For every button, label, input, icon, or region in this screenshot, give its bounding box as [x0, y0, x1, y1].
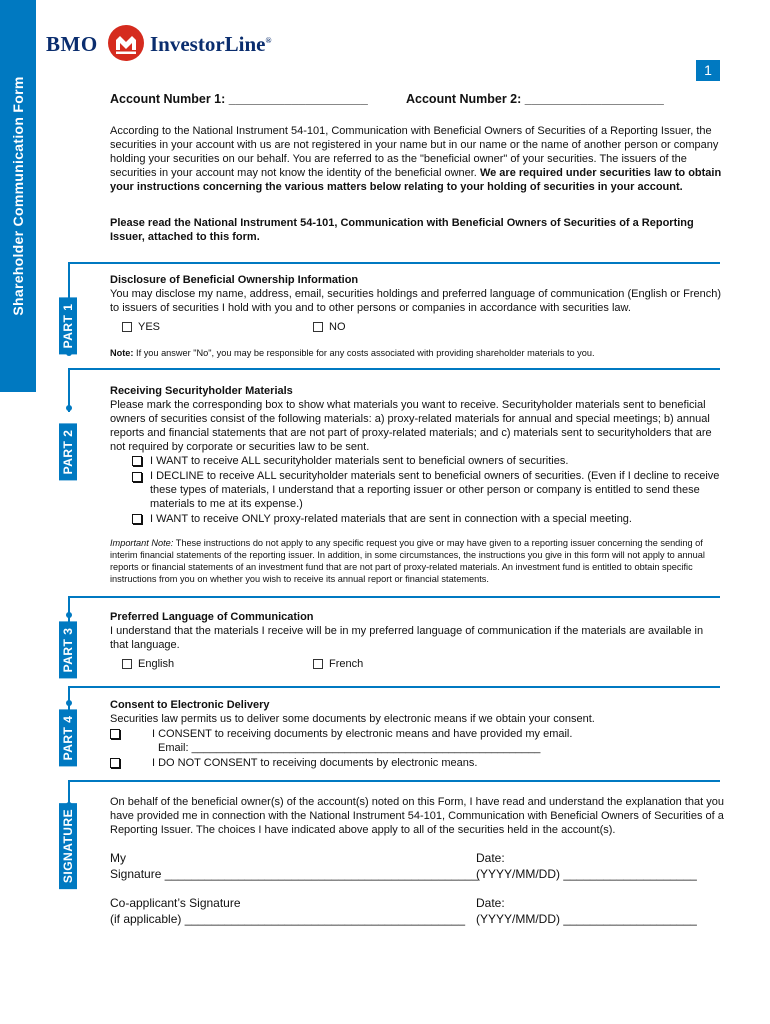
part4-text: Securities law permits us to deliver some documents by electronic means if we obtain your consent.	[110, 713, 595, 725]
part1-text: You may disclose my name, address, email, securities holdings and preferred language of communication (English or French) to issuers of securities I hold with you and to other persons or companies in accordance with securities law.	[110, 288, 722, 314]
part1-note	[110, 347, 722, 359]
logo-bmo-text: BMO	[46, 32, 98, 56]
part4-consent-option[interactable]	[110, 727, 572, 741]
part2-label	[61, 424, 75, 481]
part4-connector	[68, 686, 70, 712]
part2-tab: PART 2	[59, 424, 77, 481]
date2-label: Date:	[476, 896, 505, 910]
noconsent-checkbox[interactable]	[110, 758, 120, 768]
part3-label	[61, 622, 75, 679]
email-field[interactable]: Email: _________________________________________________________	[158, 742, 541, 754]
proxy-only-label: I WANT to receive ONLY proxy-related materials that are sent in connection with a special meeting.	[150, 513, 632, 525]
co-applicant-line[interactable]: (if applicable) __________________________________________	[110, 912, 466, 926]
part3-heading: Preferred Language of Communication	[110, 611, 314, 623]
signature-tab: SIGNATURE	[59, 803, 77, 889]
part4-dot-icon	[66, 700, 72, 706]
account-number-2[interactable]: Account Number 2: ____________________	[406, 92, 664, 106]
part2-divider	[68, 368, 720, 370]
part4-tab: PART 4	[59, 710, 77, 767]
part1-yes-option[interactable]	[122, 320, 160, 334]
account-number-1[interactable]: Account Number 1: ____________________	[110, 92, 368, 106]
date1-label: Date:	[476, 851, 505, 865]
logo-investorline	[150, 32, 271, 57]
part2-option-all[interactable]	[132, 454, 722, 468]
french-label: French	[329, 658, 364, 670]
sidebar-title: Shareholder Communication Form	[10, 76, 26, 316]
part2-option-decline[interactable]	[132, 469, 722, 511]
part4-heading: Consent to Electronic Delivery	[110, 699, 270, 711]
logo-mark: ®	[265, 36, 272, 45]
signature-label	[61, 803, 75, 889]
consent-label: I CONSENT to receiving documents by electronic means and have provided my email.	[152, 728, 573, 740]
noconsent-label: I DO NOT CONSENT to receiving documents by electronic means.	[152, 757, 478, 769]
date1-line[interactable]: (YYYY/MM/DD) ____________________	[476, 867, 697, 881]
part2-note	[110, 537, 724, 585]
no-label: NO	[329, 321, 346, 333]
intro-text: According to the National Instrument 54-101, Communication with Beneficial Owners of Securities of a Reporting Issuer, the securities in your account with us are not registered in your name but in our name or the name of another person or company holding your securities on our behalf. You are referred to as the "beneficial owner" of your securities. The issuers of the securities in your account may not know the identity of the beneficial owner.	[110, 125, 719, 179]
part3-tab: PART 3	[59, 622, 77, 679]
co-applicant-label: Co-applicant’s Signature	[110, 896, 241, 910]
part1-tab: PART 1	[59, 298, 77, 355]
proxy-only-checkbox[interactable]	[132, 514, 142, 524]
part3-french-option[interactable]	[313, 657, 363, 671]
part4-noconsent-option[interactable]	[110, 756, 477, 770]
french-checkbox[interactable]	[313, 659, 323, 669]
part2-note-label: Important Note:	[110, 538, 174, 548]
english-checkbox[interactable]	[122, 659, 132, 669]
part2-heading: Receiving Securityholder Materials	[110, 385, 293, 397]
yes-label: YES	[138, 321, 161, 333]
bmo-roundel-icon	[107, 24, 145, 62]
signature-line[interactable]: Signature _______________________________________________	[110, 867, 479, 881]
part2-text: Please mark the corresponding box to show what materials you want to receive. Securityholder materials sent to beneficial owners of securities consist of the following materials: a) proxy-related materials for annual and special meetings; b) annual reports and financial statements that are not part of proxy-related materials; and c) materials sent to securityholders that are not required by corporate or securities law to be sent.	[110, 399, 712, 453]
sidebar-banner	[0, 0, 36, 392]
part2-option-proxy[interactable]	[132, 512, 722, 526]
part3-text: I understand that the materials I receive will be in my preferred language of communication if the materials are available in that language.	[110, 625, 704, 651]
part3-english-option[interactable]	[122, 657, 174, 671]
part1-label	[61, 298, 75, 355]
part4-label	[61, 710, 75, 767]
date2-line[interactable]: (YYYY/MM/DD) ____________________	[476, 912, 697, 926]
part1-heading: Disclosure of Beneficial Ownership Information	[110, 274, 359, 286]
part1-divider	[68, 262, 720, 264]
part1-note-text: If you answer "No", you may be responsible for any costs associated with providing shareholder materials to you.	[136, 348, 595, 358]
consent-checkbox[interactable]	[110, 729, 120, 739]
decline-all-label: I DECLINE to receive ALL securityholder materials sent to beneficial owners of securities. (Even if I decline to receive these types of materials, I understand that a reporting issuer or other person or company is entitled to send these materials to me at its expense.)	[150, 470, 720, 510]
english-label: English	[138, 658, 175, 670]
part1-no-option[interactable]	[313, 320, 346, 334]
part2-dot-icon	[66, 405, 72, 411]
part3-dot-icon	[66, 612, 72, 618]
logo-product: InvestorLine	[150, 32, 266, 56]
intro-paragraph	[110, 124, 722, 194]
part2-note-text: These instructions do not apply to any specific request you give or may have given to a reporting issuer concerning the sending of interim financial statements of the reporting issuer. In addition, in some circumstances, the instructions you give in this form will not apply to annual reports or financial statements of an investment fund that are not part of proxy-related materials. An investment fund is entitled to obtain specific instructions from you on whether you wish to receive its annual report or financial statements.	[110, 538, 705, 584]
part1-note-label: Note:	[110, 348, 134, 358]
yes-checkbox[interactable]	[122, 322, 132, 332]
want-all-checkbox[interactable]	[132, 456, 142, 466]
part4-divider	[68, 686, 720, 688]
signature-text: On behalf of the beneficial owner(s) of the account(s) noted on this Form, I have read and understand the explanation that you have provided me in connection with the National Instrument 54-101, Communication with Beneficial Owners of Securities of a Reporting Issuer. The choices I have indicated above apply to all of the securities held in the account(s).	[110, 796, 724, 836]
want-all-label: I WANT to receive ALL securityholder materials sent to beneficial owners of securities.	[150, 455, 569, 467]
no-checkbox[interactable]	[313, 322, 323, 332]
my-label: My	[110, 851, 126, 865]
intro-bold: We are required under securities law to obtain your instructions concerning the various matters below relating to your holding of securities in your account.	[110, 167, 722, 193]
page-number: 1	[696, 60, 720, 81]
intro-read-notice: Please read the National Instrument 54-101, Communication with Beneficial Owners of Securities of a Reporting Issuer, attached to this form.	[110, 217, 694, 243]
decline-all-checkbox[interactable]	[132, 472, 142, 482]
signature-divider	[68, 780, 720, 782]
part3-divider	[68, 596, 720, 598]
